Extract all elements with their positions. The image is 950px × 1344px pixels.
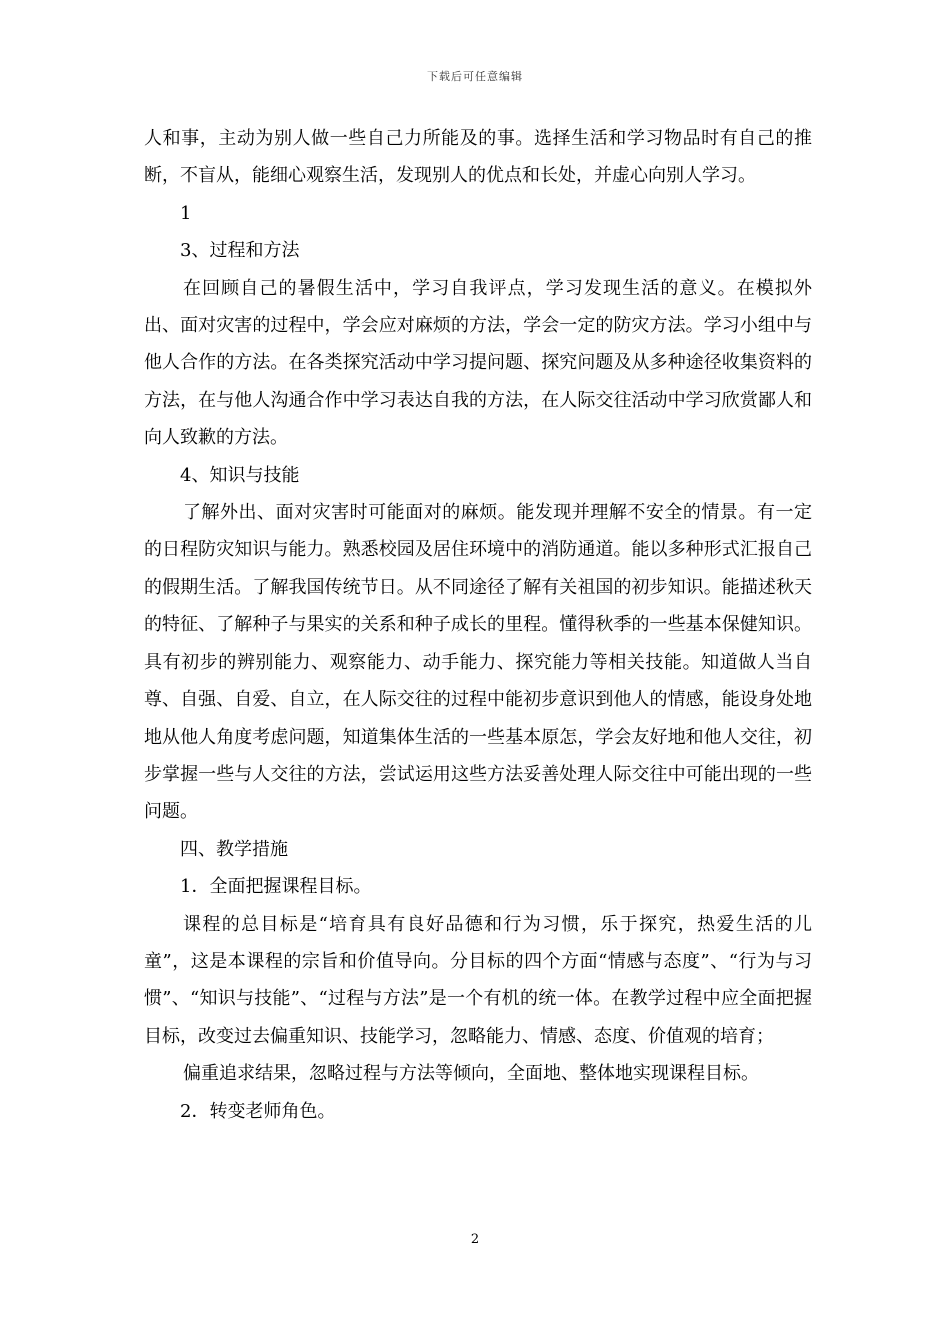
section-heading: 3、过程和方法 — [180, 240, 300, 262]
paragraph: 了解外出、面对灾害时可能面对的麻烦。能发现并理解不安全的情景。有一定的日程防灾知识与能力。熟悉校园及居住环境中的消防通道。能以多种形式汇报自己的假期生活。了解我国传统节日。从不同途径了解有关祖国的初步知识。能描述秋天的特征、了解种子与果实的关系和种子成长的里程。懂得秋季的一些基本保健知识。具有初步的辨别能力、观察能力、动手能力、探究能力等相关技能。知道做人当自尊、自强、自爱、自立，在人际交往的过程中能初步意识到他人的情感，能设身处地地从他人角度考虑问题，知道集体生活的一些基本原怎，学会友好地和他人交往，初步掌握一些与人交往的方法，尝试运用这些方法妥善处理人际交往中可能出现的一些问题。 — [144, 502, 812, 823]
section-heading: 4、知识与技能 — [180, 464, 300, 486]
document-body — [144, 120, 812, 1130]
paragraph: 课程的总目标是“培育具有良好品德和行为习惯，乐于探究，热爱生活的儿童”，这是本课程的宗旨和价值导向。分目标的四个方面“情感与态度”、“行为与习惯”、“知识与技能”、“过程与方法”是一个有机的统一体。在教学过程中应全面把握目标，改变过去偏重知识、技能学习，忽略能力、情感、态度、价值观的培育； — [144, 913, 812, 1047]
subsection-heading: 1．全面把握课程目标。 — [180, 876, 372, 898]
paragraph: 在回顾自己的暑假生活中，学习自我评点，学习发现生活的意义。在模拟外出、面对灾害的过程中，学会应对麻烦的方法，学会一定的防灾方法。学习小组中与他人合作的方法。在各类探究活动中学习提问题、探究问题及从多种途径收集资料的方法，在与他人沟通合作中学习表达自我的方法，在人际交往活动中学习欣赏鄙人和向人致歉的方法。 — [144, 277, 812, 449]
paragraph: 人和事，主动为别人做一些自己力所能及的事。选择生活和学习物品时有自己的推断，不盲从，能细心观察生活，发现别人的优点和长处，并虚心向别人学习。 — [144, 128, 812, 187]
page-number: 2 — [470, 1232, 480, 1247]
page-header: 下载后可任意编辑 — [427, 70, 523, 83]
page-marker: 1 — [180, 202, 192, 224]
paragraph: 偏重追求结果，忽略过程与方法等倾向，全面地、整体地实现课程目标。 — [183, 1063, 759, 1085]
subsection-heading: 2．转变老师角色。 — [180, 1100, 336, 1122]
section-heading: 四、教学措施 — [180, 838, 288, 860]
